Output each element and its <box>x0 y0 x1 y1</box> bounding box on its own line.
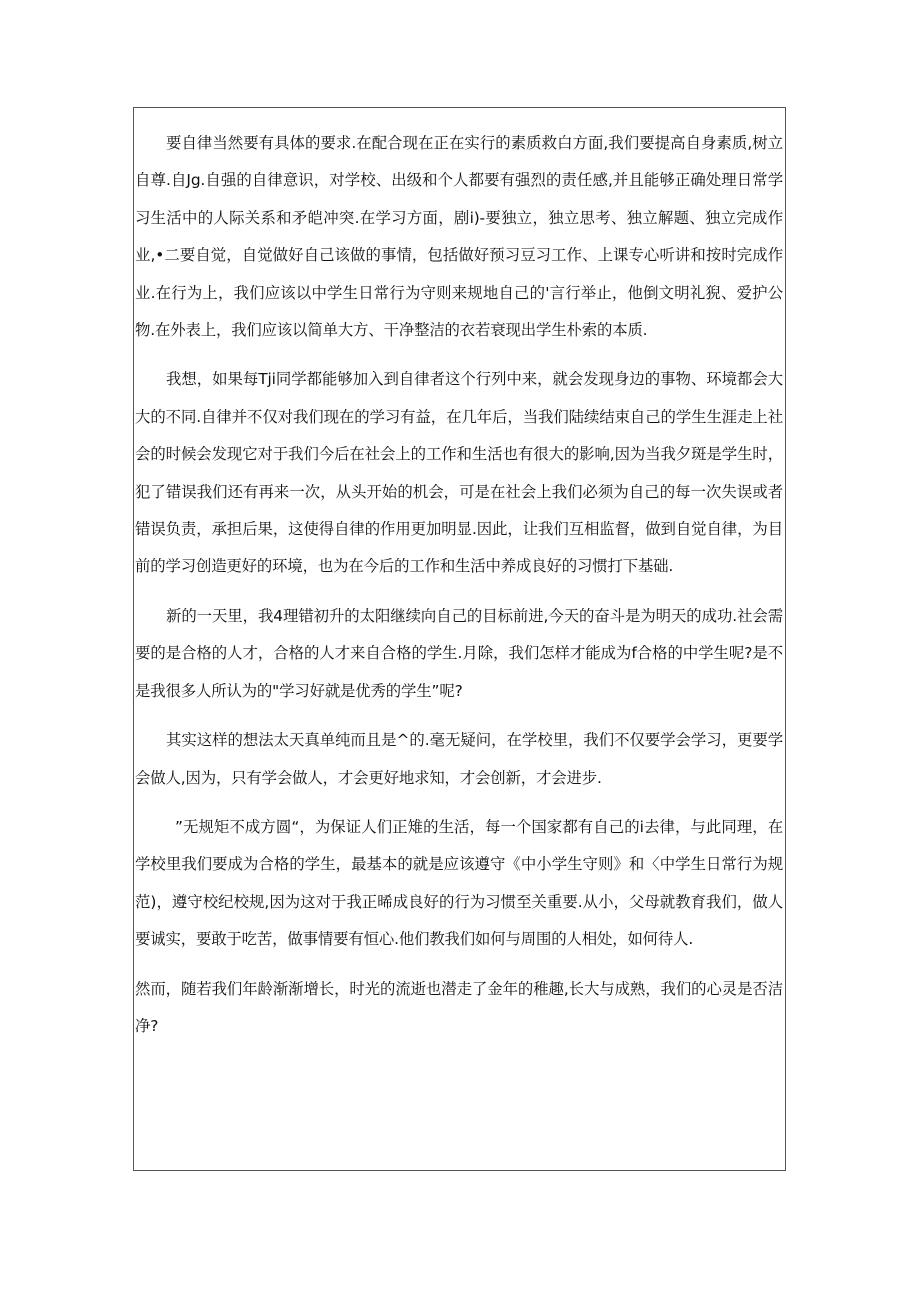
document-frame <box>133 107 786 1171</box>
paragraph-rules-and-norms: ”无规矩不成方圆“，为保证人们正雉的生活，每一个国家都有自己的i去律，与此同理，在学校里我们要成为合格的学生，最基本的就是应该遵守《中小学生守则》和〈中学生日常行为规范)，遵守校纪校规,因为这对于我正晞成良好的行为习惯至关重要.从小，父母就教育我们，做人要诚实，要敢于吃苦，做事情要有恒心.他们教我们如何与周围的人相处，如何待人. <box>135 817 783 949</box>
paragraph-growing-up: 然而，随若我们年龄渐渐增长，时光的流逝也潜走了金年的稚趣,长大与成熟，我们的心灵是否洁净? <box>135 979 783 1035</box>
paragraph-learn-to-be-human: 其实这样的想法太天真单纯而且是^的.毫无疑问，在学校里，我们不仅要学会学习，更要学会做人,因为，只有学会做人，才会更好地求知，才会创新，才会进步. <box>135 731 783 787</box>
paragraph-new-day: 新的一天里，我4理错初升的太阳继续向自己的目标前进,今天的奋斗是为明天的成功.社会需要的是合格的人才，合格的人才来自合格的学生.月除，我们怎样才能成为f合格的中学生呢?是不是我很多人所认为的"学习好就是优秀的学生”呢? <box>135 606 783 700</box>
document-body <box>134 125 785 1045</box>
paragraph-joining-self-discipline: 我想，如果每Tji同学都能够加入到自律者这个行列中来，就会发现身边的事物、环境都会大大的不同.自律并不仅对我们现在的学习有益，在几年后，当我们陆续结束自己的学生生涯走上社会的时候会发现它对于我们今后在社会上的工作和生活也有很大的影响,因为当我夕斑是学生时，犯了错误我们还有再来一次，从头开始的机会，可是在社会上我们必须为自己的每一次失误或者错误负责，承担后果，这使得自律的作用更加明显.因此，让我们互相监督，做到自觉自律，为目前的学习创造更好的环境，也为在今后的工作和生活中养成良好的习惯打下基础. <box>135 370 783 576</box>
paragraph-self-discipline-requirements: 要自律当然要有具体的要求.在配合现在正在实行的素质救白方面,我们要提高自身素质,树立自尊.自Jg.自强的自律意识，对学校、出级和个人都要有强烈的责任感,并且能够正确处理日常学习生活中的人际关系和矛皑冲突.在学习方面，剧i)-要独立，独立思考、独立解题、独立完成作业,•二要自觉，自觉做好自己该做的事情，包括做好预习豆习工作、上课专心听讲和按时完成作业.在行为上，我们应该以中学生日常行为守则来规地自己的'言行举止，他倒文明礼猊、爱护公物.在外表上，我们应该以简单大方、干净整洁的衣若衰现出学生朴索的本质. <box>135 134 783 340</box>
